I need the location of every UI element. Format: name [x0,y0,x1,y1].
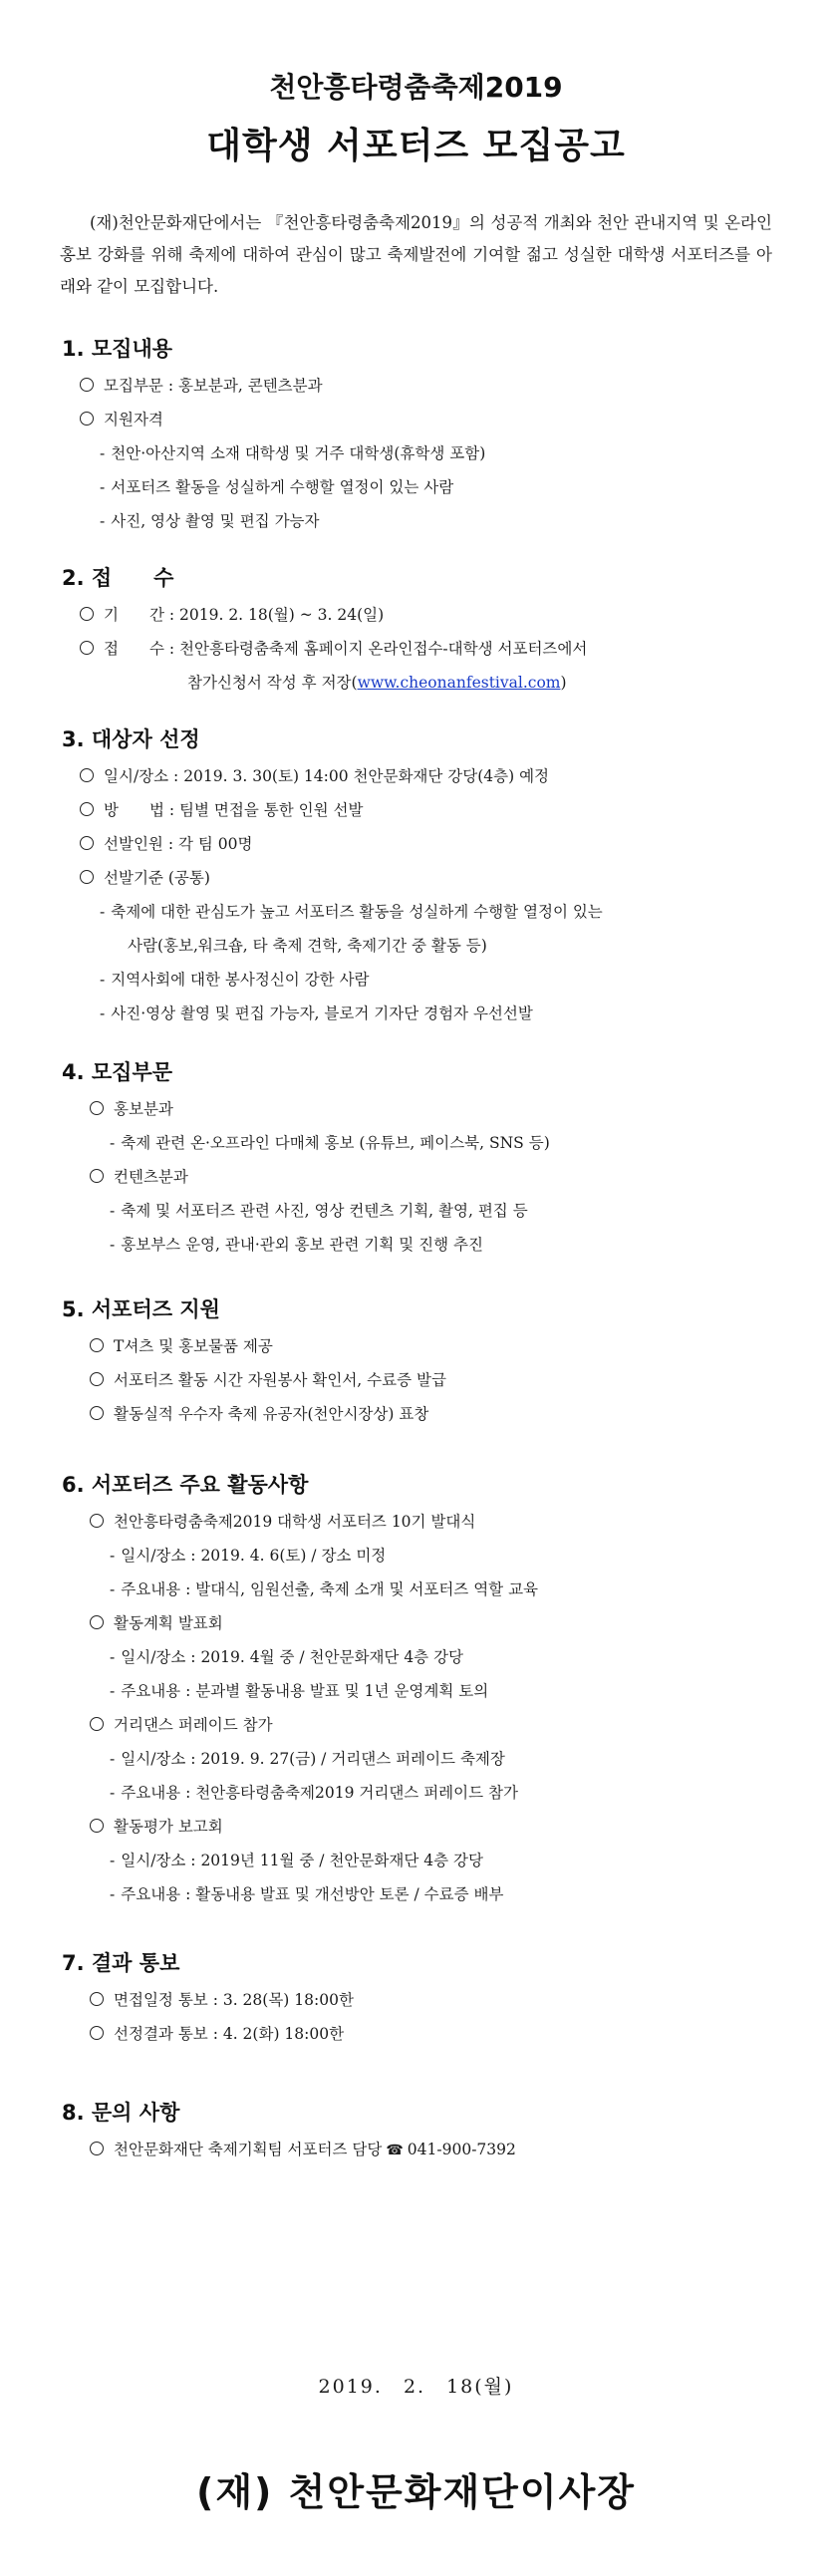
circle-bullet-icon [90,1372,104,1386]
circle-bullet-icon [90,1992,104,2006]
circle-bullet-icon [90,1101,104,1115]
circle-bullet-icon [90,1406,104,1420]
circle-bullet-icon [90,1338,104,1352]
section-title: 4. 모집부문 [62,1060,173,1084]
list-item: T셔츠 및 홍보물품 제공 [62,1329,779,1363]
circle-bullet-icon [80,378,94,392]
list-item: 선발인원 : 각 팀 00명 [62,827,779,861]
contact-phone[interactable]: 041-900-7392 [407,2141,516,2158]
list-subitem: - 일시/장소 : 2019. 4. 6(토) / 장소 미정 [110,1547,387,1565]
section-selection [62,719,779,1030]
section-title: 6. 서포터즈 주요 활동사항 [62,1473,309,1497]
list-item: 선정결과 통보 : 4. 2(화) 18:00한 [62,2017,779,2051]
section-recruitment [62,329,779,538]
list-item: 면접일정 통보 : 3. 28(목) 18:00한 [62,1983,779,2017]
list-item: 천안흥타령춤축제2019 대학생 서포터즈 10기 발대식 [62,1505,779,1539]
section-title: 5. 서포터즈 지원 [62,1297,220,1321]
list-subitem: - 서포터즈 활동을 성실하게 수행할 열정이 있는 사람 [100,478,454,496]
list-item: 거리댄스 퍼레이드 참가 [62,1708,779,1742]
list-item: 방 법 : 팀별 면접을 통한 인원 선발 [62,793,779,827]
list-item-continuation: 참가신청서 작성 후 저장(www.cheonanfestival.com) [187,674,567,692]
list-item: 활동평가 보고회 [62,1810,779,1844]
list-subitem: - 주요내용 : 발대식, 임원선출, 축제 소개 및 서포터즈 역할 교육 [110,1580,539,1598]
circle-bullet-icon [80,836,94,850]
circle-bullet-icon [80,870,94,884]
list-item: 기 간 : 2019. 2. 18(월) ~ 3. 24(일) [62,598,779,632]
circle-bullet-icon [90,2142,104,2155]
list-subitem: - 일시/장소 : 2019년 11월 중 / 천안문화재단 4층 강당 [110,1852,483,1869]
circle-bullet-icon [90,1169,104,1183]
section-title: 3. 대상자 선정 [62,727,200,751]
section-application [62,558,779,700]
list-subitem: - 축제 관련 온·오프라인 다매체 홍보 (유튜브, 페이스북, SNS 등) [110,1134,550,1152]
circle-bullet-icon [90,1717,104,1731]
section-inquiry [62,2093,779,2166]
circle-bullet-icon [80,768,94,782]
circle-bullet-icon [80,641,94,655]
list-item: 서포터즈 활동 시간 자원봉사 확인서, 수료증 발급 [62,1363,779,1397]
notice-title: 대학생 서포터즈 모집공고 [206,126,626,166]
list-subitem: - 주요내용 : 분과별 활동내용 발표 및 1년 운영계획 토의 [110,1682,489,1700]
list-item: 홍보분과 [62,1092,779,1126]
section-activities [62,1465,779,1911]
list-subitem: - 사진·영상 촬영 및 편집 가능자, 블로거 기자단 경험자 우선선발 [100,1004,533,1022]
phone-icon: ☎ [386,2143,404,2158]
list-item: 컨텐츠분과 [62,1160,779,1194]
list-item: 천안문화재단 축제기획팀 서포터즈 담당 ☎ 041-900-7392 [62,2133,779,2166]
list-item: 활동실적 우수자 축제 유공자(천안시장상) 표창 [62,1397,779,1431]
section-results [62,1943,779,2051]
festival-title: 천안흥타령춤축제2019 [269,71,563,104]
list-item: 일시/장소 : 2019. 3. 30(토) 14:00 천안문화재단 강당(4층) 예정 [62,759,779,793]
circle-bullet-icon [80,802,94,816]
list-item: 지원자격 [62,403,779,436]
list-item: 접 수 : 천안흥타령춤축제 홈페이지 온라인접수-대학생 서포터즈에서 [62,632,779,666]
section-title: 1. 모집내용 [62,337,173,361]
intro-paragraph: (재)천안문화재단에서는 『천안흥타령춤축제2019』의 성공적 개최와 천안 관내지역 및 온라인 홍보 강화를 위해 축제에 대하여 관심이 많고 축제발전에 기여할 젊고 성실한 대학생 서포터즈를 아래와 같이 모집합니다. [60,213,772,296]
section-departments [62,1052,779,1262]
circle-bullet-icon [90,1514,104,1528]
list-subitem: - 사진, 영상 촬영 및 편집 가능자 [100,512,320,530]
section-benefits [62,1289,779,1431]
circle-bullet-icon [80,607,94,621]
list-subitem: - 주요내용 : 활동내용 발표 및 개선방안 토론 / 수료증 배부 [110,1885,504,1903]
circle-bullet-icon [90,1819,104,1833]
list-subitem: - 축제 및 서포터즈 관련 사진, 영상 컨텐츠 기획, 촬영, 편집 등 [110,1202,528,1220]
list-item: 선발기준 (공통) [62,861,779,895]
circle-bullet-icon [90,1615,104,1629]
list-subitem: - 일시/장소 : 2019. 9. 27(금) / 거리댄스 퍼레이드 축제장 [110,1750,505,1768]
list-subitem: - 천안·아산지역 소재 대학생 및 거주 대학생(휴학생 포함) [100,444,486,462]
circle-bullet-icon [90,2026,104,2040]
list-subitem: - 지역사회에 대한 봉사정신이 강한 사람 [100,971,370,989]
list-subitem-continuation: 사람(홍보,워크숍, 타 축제 견학, 축제기간 중 활동 등) [128,937,487,955]
list-item: 모집부문 : 홍보분과, 콘텐츠분과 [62,369,779,403]
list-subitem: - 주요내용 : 천안흥타령춤축제2019 거리댄스 퍼레이드 참가 [110,1784,518,1802]
section-title: 2. 접 수 [62,566,174,590]
festival-website-link[interactable]: www.cheonanfestival.com [357,674,561,692]
list-subitem: - 일시/장소 : 2019. 4월 중 / 천안문화재단 4층 강당 [110,1648,464,1666]
list-subitem: - 축제에 대한 관심도가 높고 서포터즈 활동을 성실하게 수행할 열정이 있는 [100,903,603,921]
section-title: 8. 문의 사항 [62,2101,180,2125]
notice-date: 2019. 2. 18(월) [318,2376,514,2398]
circle-bullet-icon [80,412,94,426]
section-title: 7. 결과 통보 [62,1951,180,1975]
list-item: 활동계획 발표회 [62,1606,779,1640]
list-subitem: - 홍보부스 운영, 관내·관외 홍보 관련 기획 및 진행 추진 [110,1236,483,1254]
issuer-signature: (재) 천안문화재단이사장 [195,2470,637,2514]
